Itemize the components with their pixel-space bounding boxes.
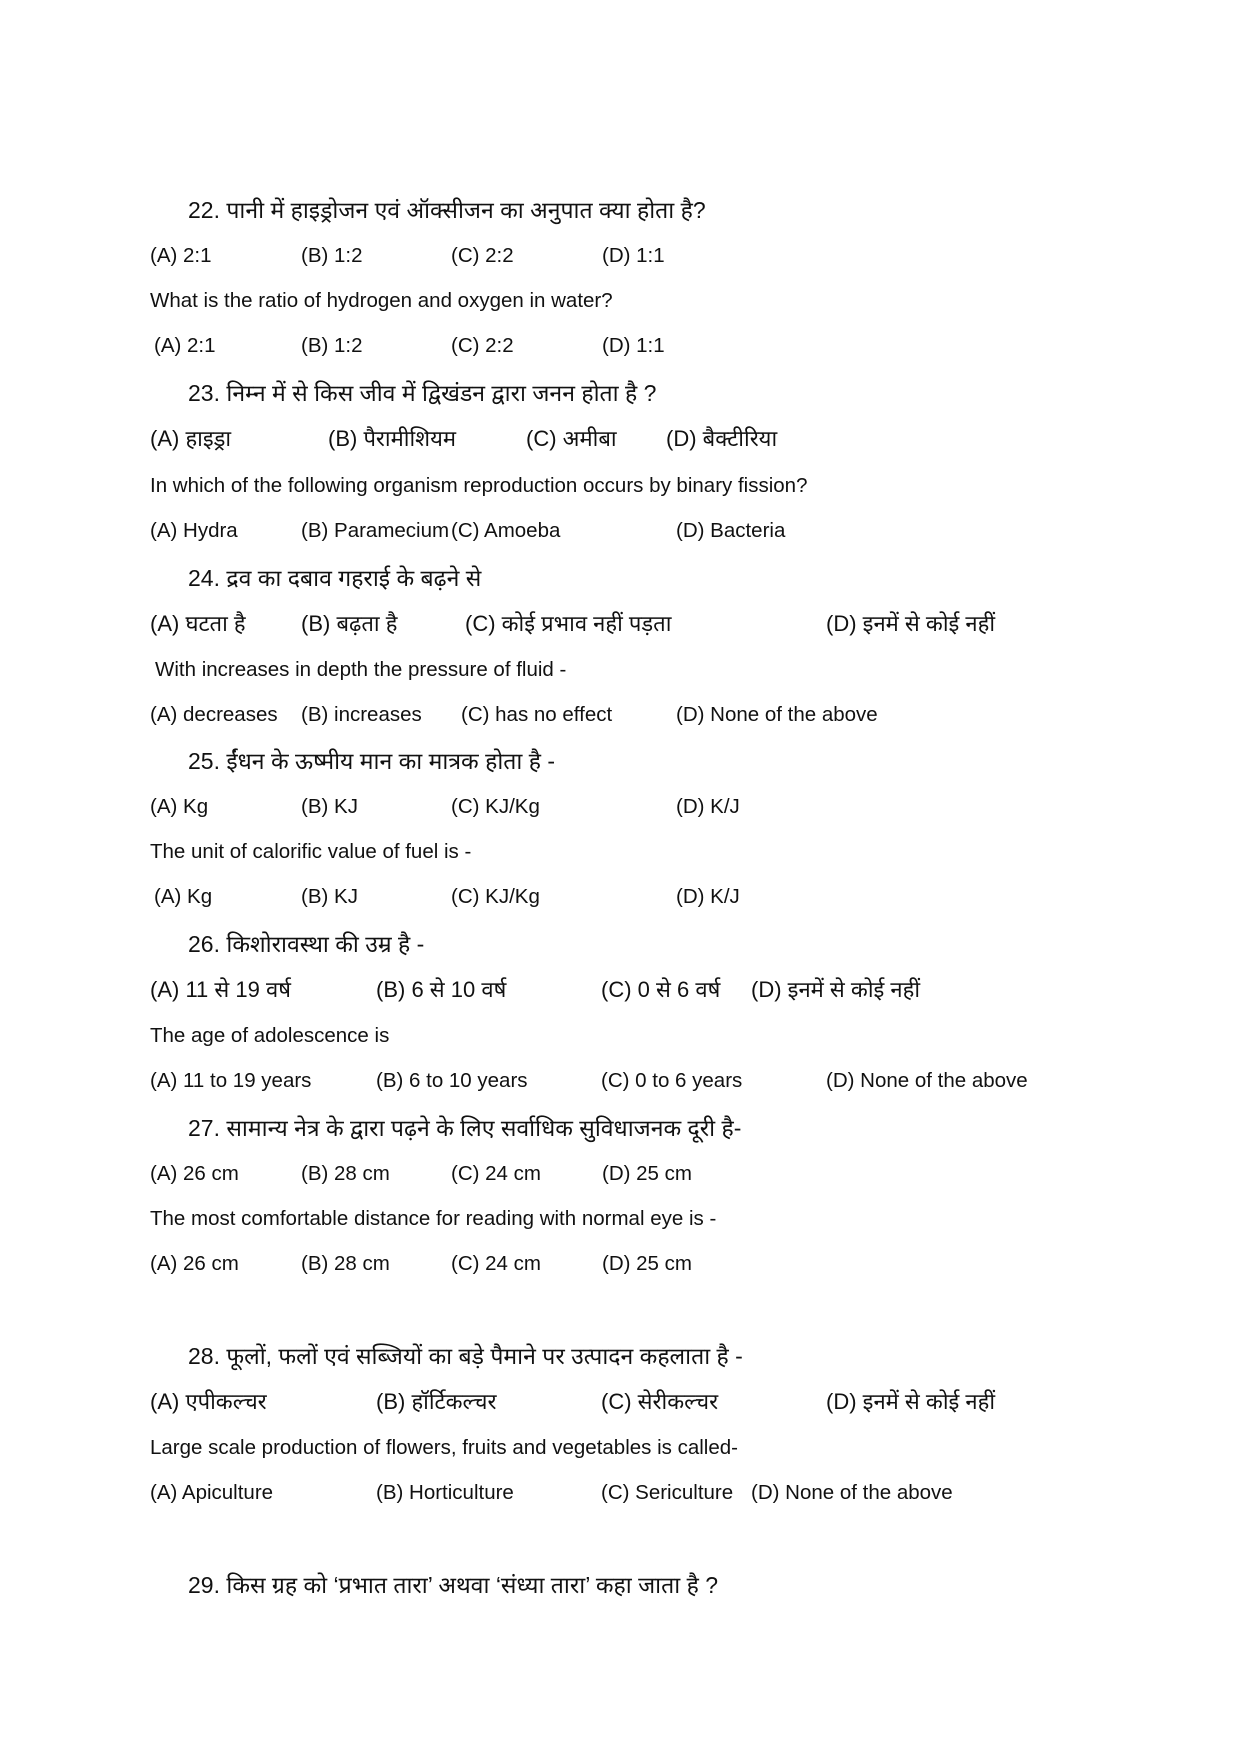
option-b: (B) 28 cm: [301, 1252, 390, 1275]
option-b: (B) Horticulture: [376, 1481, 514, 1504]
question-29-hindi: [0, 1565, 1241, 1611]
question-24-english-options: [0, 695, 1241, 741]
option-c: (C) 24 cm: [451, 1252, 541, 1275]
option-d: (D) None of the above: [751, 1481, 953, 1504]
question-text: Large scale production of flowers, fruits and vegetables is called-: [150, 1436, 738, 1459]
option-d: (D) इनमें से कोई नहीं: [751, 977, 921, 1002]
question-28-english: [0, 1428, 1241, 1474]
option-b: (B) KJ: [301, 795, 358, 818]
question-24-hindi-options: [0, 604, 1241, 650]
option-d: (D) 1:1: [602, 334, 665, 357]
option-a: (A) 2:1: [154, 334, 216, 357]
option-c: (C) KJ/Kg: [451, 885, 540, 908]
question-text: The unit of calorific value of fuel is -: [150, 840, 472, 863]
question-27-english: [0, 1199, 1241, 1245]
question-text: The age of adolescence is: [150, 1024, 390, 1047]
question-26-english: [0, 1016, 1241, 1062]
question-23-english-options: [0, 511, 1241, 557]
question-text: 27. सामान्य नेत्र के द्वारा पढ़ने के लिए सर्वाधिक सुविधाजनक दूरी है-: [188, 1115, 742, 1141]
option-a: (A) 11 से 19 वर्ष: [150, 977, 291, 1002]
option-a: (A) Hydra: [150, 519, 238, 542]
option-b: (B) KJ: [301, 885, 358, 908]
option-a: (A) एपीकल्चर: [150, 1389, 267, 1414]
option-a: (A) Apiculture: [150, 1481, 274, 1504]
question-27-hindi: [0, 1108, 1241, 1154]
question-text: 22. पानी में हाइड्रोजन एवं ऑक्सीजन का अनुपात क्या होता है?: [188, 197, 706, 223]
question-text: 29. किस ग्रह को ‘प्रभात तारा’ अथवा ‘संध्या तारा’ कहा जाता है ?: [188, 1572, 718, 1598]
option-d: (D) K/J: [676, 885, 740, 908]
question-text: 26. किशोरावस्था की उम्र है -: [188, 931, 425, 957]
option-b: (B) Paramecium: [301, 519, 450, 542]
question-22-english: [0, 281, 1241, 327]
question-text: What is the ratio of hydrogen and oxygen in water?: [150, 289, 613, 312]
question-26-hindi: [0, 924, 1241, 970]
option-a: (A) हाइड्रा: [150, 426, 232, 451]
option-d: (D) इनमें से कोई नहीं: [826, 1389, 996, 1414]
option-c: (C) अमीबा: [526, 426, 617, 451]
option-a: (A) 2:1: [150, 244, 212, 267]
option-c: (C) 2:2: [451, 334, 514, 357]
question-27-english-options: [0, 1244, 1241, 1290]
question-23-hindi-options: [0, 419, 1241, 465]
option-d: (D) None of the above: [826, 1069, 1028, 1092]
question-28-hindi: [0, 1336, 1241, 1382]
question-text: 25. ईंधन के ऊष्मीय मान का मात्रक होता है -: [188, 748, 556, 774]
option-b: (B) बढ़ता है: [301, 611, 398, 636]
option-b: (B) 1:2: [301, 334, 363, 357]
option-b: (B) 6 to 10 years: [376, 1069, 528, 1092]
option-b: (B) 6 से 10 वर्ष: [376, 977, 507, 1002]
question-22-hindi: [0, 190, 1241, 236]
option-a: (A) Kg: [154, 885, 213, 908]
option-c: (C) 0 से 6 वर्ष: [601, 977, 721, 1002]
question-23-english: [0, 466, 1241, 512]
question-22-english-options: [0, 326, 1241, 372]
option-c: (C) Sericulture: [601, 1481, 734, 1504]
question-text: 28. फूलों, फलों एवं सब्जियों का बड़े पैमाने पर उत्पादन कहलाता है -: [188, 1343, 743, 1369]
option-c: (C) 0 to 6 years: [601, 1069, 743, 1092]
option-a: (A) 26 cm: [150, 1162, 239, 1185]
option-c: (C) KJ/Kg: [451, 795, 540, 818]
option-d: (D) 25 cm: [602, 1252, 692, 1275]
question-text: The most comfortable distance for reading with normal eye is -: [150, 1207, 717, 1230]
option-b: (B) हॉर्टिकल्चर: [376, 1389, 497, 1414]
option-a: (A) Kg: [150, 795, 209, 818]
option-c: (C) 2:2: [451, 244, 514, 267]
option-a: (A) 11 to 19 years: [150, 1069, 312, 1092]
option-c: (C) has no effect: [461, 703, 613, 726]
option-c: (C) 24 cm: [451, 1162, 541, 1185]
question-28-english-options: [0, 1473, 1241, 1519]
option-d: (D) None of the above: [676, 703, 878, 726]
question-text: 23. निम्न में से किस जीव में द्विखंडन द्वारा जनन होता है ?: [188, 380, 657, 406]
option-d: (D) इनमें से कोई नहीं: [826, 611, 996, 636]
option-c: (C) Amoeba: [451, 519, 561, 542]
option-b: (B) पैरामीशियम: [328, 426, 457, 451]
question-text: With increases in depth the pressure of fluid -: [155, 658, 567, 681]
option-a: (A) घटता है: [150, 611, 246, 636]
question-26-hindi-options: [0, 970, 1241, 1016]
option-d: (D) 25 cm: [602, 1162, 692, 1185]
option-b: (B) increases: [301, 703, 422, 726]
option-c: (C) कोई प्रभाव नहीं पड़ता: [465, 611, 672, 636]
option-a: (A) 26 cm: [150, 1252, 239, 1275]
option-a: (A) decreases: [150, 703, 278, 726]
question-text: In which of the following organism reproduction occurs by binary fission?: [150, 474, 808, 497]
question-25-english: [0, 832, 1241, 878]
option-d: (D) Bacteria: [676, 519, 786, 542]
question-24-hindi: [0, 558, 1241, 604]
question-26-english-options: [0, 1061, 1241, 1107]
question-22-hindi-options: [0, 236, 1241, 282]
question-27-hindi-options: [0, 1154, 1241, 1200]
option-b: (B) 28 cm: [301, 1162, 390, 1185]
option-d: (D) K/J: [676, 795, 740, 818]
option-d: (D) 1:1: [602, 244, 665, 267]
question-28-hindi-options: [0, 1382, 1241, 1428]
question-25-english-options: [0, 877, 1241, 923]
option-b: (B) 1:2: [301, 244, 363, 267]
question-25-hindi-options: [0, 787, 1241, 833]
question-24-english: [0, 650, 1241, 696]
question-25-hindi: [0, 741, 1241, 787]
question-text: 24. द्रव का दबाव गहराई के बढ़ने से: [188, 565, 482, 591]
question-23-hindi: [0, 373, 1241, 419]
option-c: (C) सेरीकल्चर: [601, 1389, 719, 1414]
option-d: (D) बैक्टीरिया: [666, 426, 778, 451]
